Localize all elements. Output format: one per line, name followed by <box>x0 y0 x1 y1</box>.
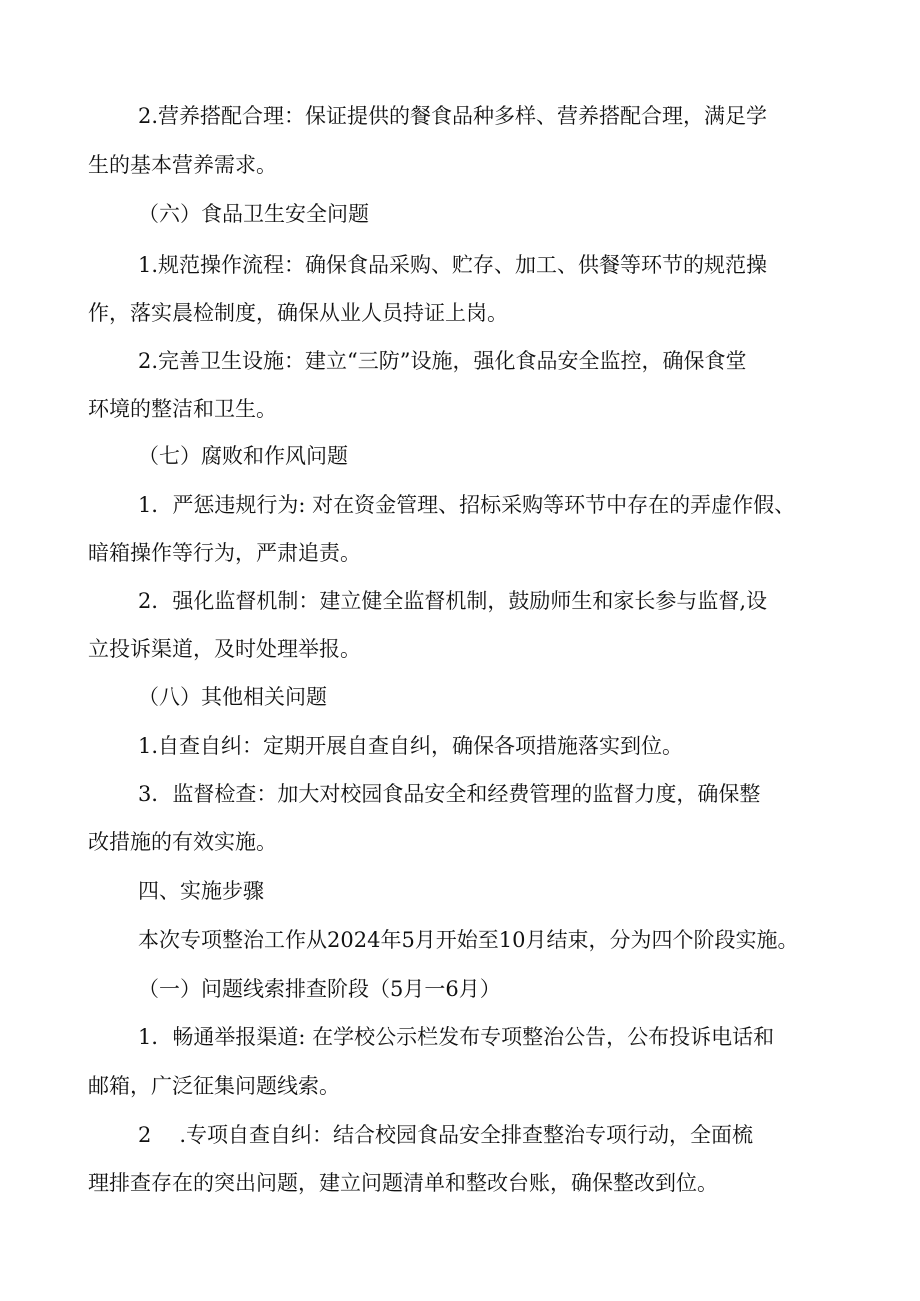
paragraph-nutrition-line2: 生的基本营养需求。 <box>88 153 277 177</box>
heading-food-hygiene: （六）食品卫生安全问题 <box>138 202 369 226</box>
paragraph-punish-line1: 1．严惩违规行为: 对在资金管理、招标采购等环节中存在的弄虚作假、 <box>138 493 796 517</box>
paragraph-inspection-line1: 3．监督检查：加大对校园食品安全和经费管理的监督力度，确保整 <box>138 782 761 806</box>
paragraph-facilities-line1: 2.完善卫生设施：建立“三防”设施，强化食品安全监控，确保食堂 <box>138 349 747 373</box>
paragraph-operation-line1: 1.规范操作流程：确保食品采购、贮存、加工、供餐等环节的规范操 <box>138 253 768 277</box>
paragraph-selfcheck-line1: 1.自查自纠：定期开展自查自纠，确保各项措施落实到位。 <box>138 734 684 758</box>
heading-phase-one: （一）问题线索排查阶段（5月一6月） <box>138 977 501 1001</box>
paragraph-selfreview-text: .专项自查自纠：结合校园食品安全排查整治专项行动，全面梳 <box>179 1123 754 1147</box>
paragraph-supervision-line2: 立投诉渠道，及时处理举报。 <box>88 637 361 661</box>
paragraph-timeline-line1: 本次专项整治工作从2024年5月开始至10月结束，分为四个阶段实施。 <box>138 928 799 952</box>
heading-other: （八）其他相关问题 <box>138 685 327 709</box>
paragraph-supervision-line1: 2．强化监督机制：建立健全监督机制，鼓励师生和家长参与监督,设 <box>138 589 768 613</box>
paragraph-inspection-line2: 改措施的有效实施。 <box>88 830 277 854</box>
paragraph-selfreview-line1 <box>138 1120 753 1150</box>
paragraph-operation-line2: 作，落实晨检制度，确保从业人员持证上岗。 <box>88 301 508 325</box>
paragraph-nutrition-line1: 2.营养搭配合理：保证提供的餐食品种多样、营养搭配合理，满足学 <box>138 104 768 128</box>
paragraph-facilities-line2: 环境的整洁和卫生。 <box>88 397 277 421</box>
paragraph-reporting-line2: 邮箱，广泛征集问题线索。 <box>88 1074 340 1098</box>
heading-corruption: （七）腐败和作风问题 <box>138 444 348 468</box>
section-heading-implementation: 四、实施步骤 <box>138 879 264 903</box>
paragraph-punish-line2: 暗箱操作等行为，严肃追责。 <box>88 541 361 565</box>
paragraph-selfreview-number: 2 <box>138 1123 152 1147</box>
paragraph-reporting-line1: 1．畅通举报渠道: 在学校公示栏发布专项整治公告，公布投诉电话和 <box>138 1025 775 1049</box>
paragraph-selfreview-line2: 理排查存在的突出问题，建立问题清单和整改台账，确保整改到位。 <box>88 1171 718 1195</box>
